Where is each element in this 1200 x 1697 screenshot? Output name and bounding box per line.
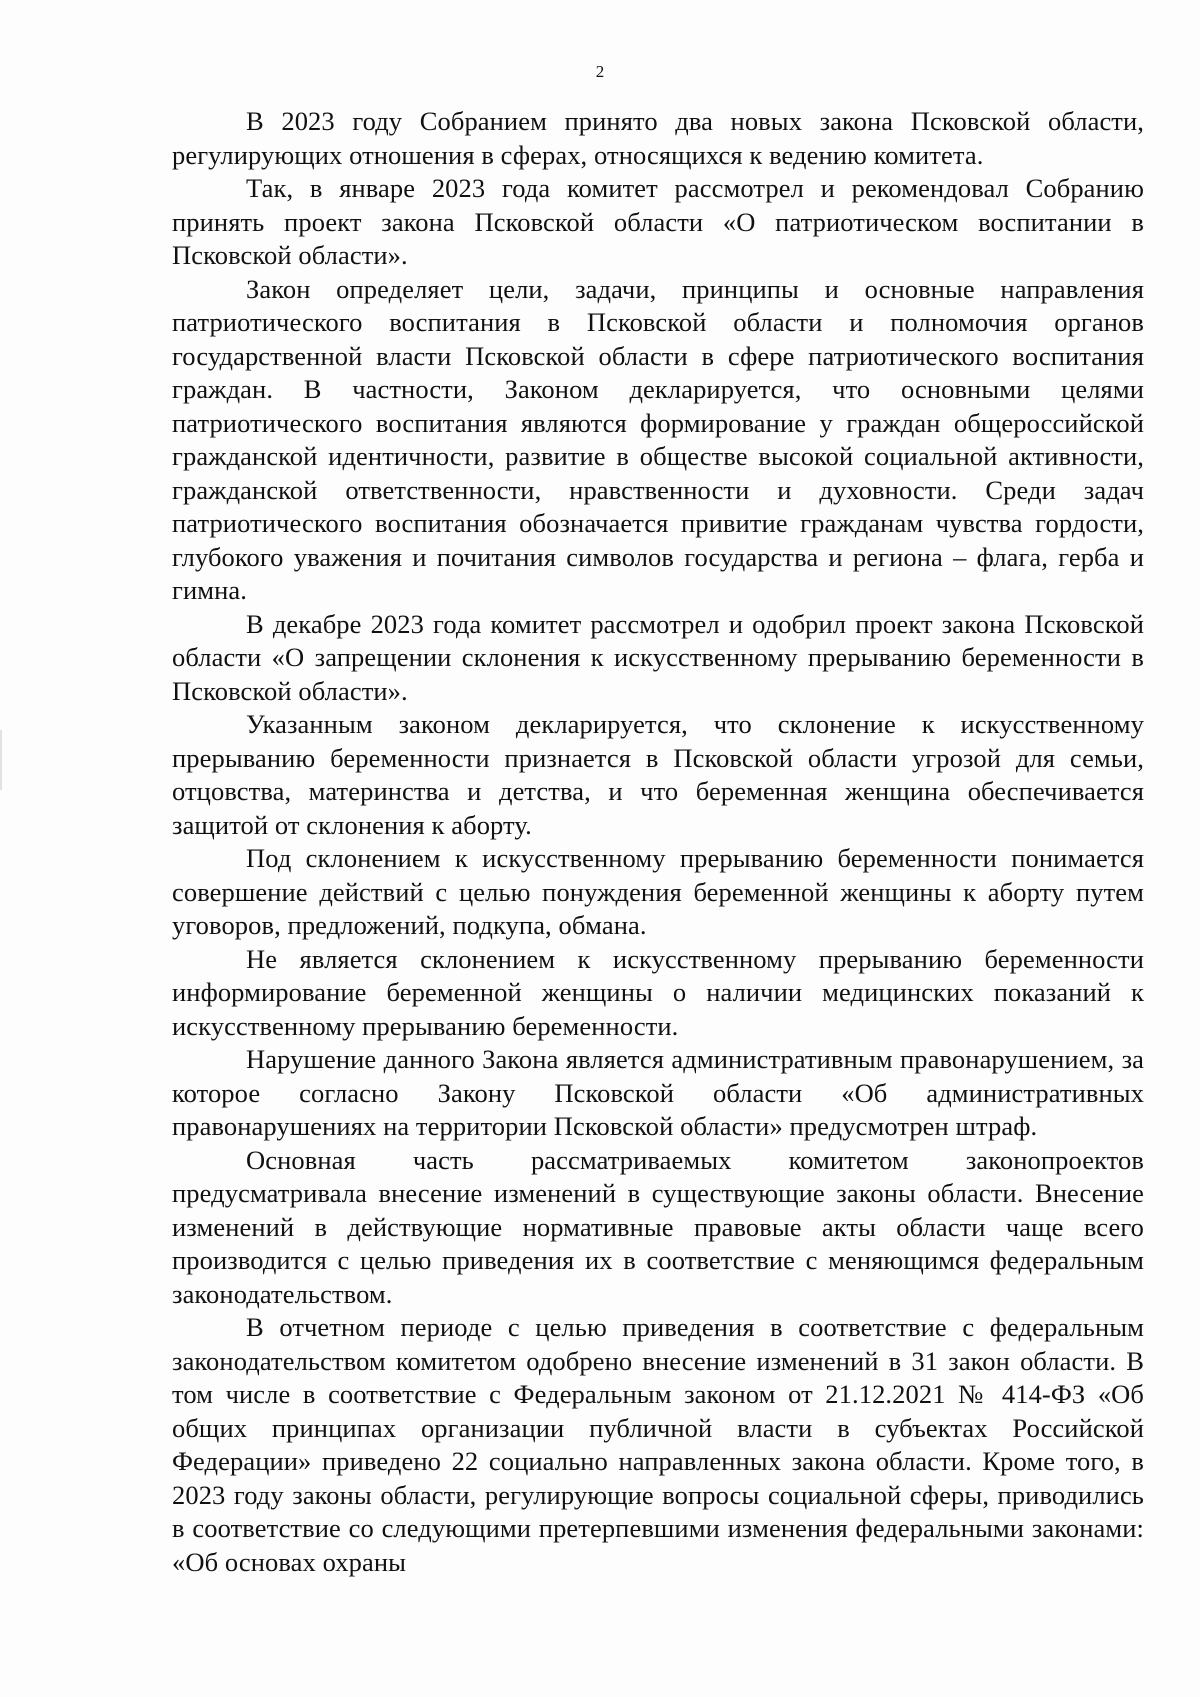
page-number: 2: [595, 62, 605, 81]
paragraph-inducement-definition: Под склонением к искусственному прерыванию беременности понимается совершение действий с целью понуждения беременной женщины к аборту путем уговоров, предложений, подкупа, обмана.: [172, 843, 1144, 940]
paragraph-patriotic-law-content: Закон определяет цели, задачи, принципы и основные направления патриотического воспитания в Псковской области и полномочия органов государственной власти Псковской области в сфере патриотического воспитания граждан. В частности, Законом декларируется, что основными целями патриотического воспитания являются формирование у граждан общероссийской гражданской идентичности, развитие в обществе высокой социальной активности, гражданской ответственности, нравственности и духовности. Среди задач патриотического воспитания обозначается привитие гражданам чувства гордости, глубокого уважения и почитания символов государства и региона – флага, герба и гимна.: [172, 273, 1144, 605]
paragraph-amendments-overview: Основная часть рассматриваемых комитетом законопроектов предусматривала внесение изменений в существующие законы области. Внесение изменений в действующие нормативные правовые акты области чаще всего производится с целью приведения их в соответствие с меняющимся федеральным законодательством.: [172, 1144, 1144, 1309]
paragraph-abortion-law-review: В декабре 2023 года комитет рассмотрел и одобрил проект закона Псковской области «О запрещении склонения к искусственному прерыванию беременности в Псковской области».: [172, 608, 1144, 706]
scan-edge-mark: [0, 730, 2, 790]
document-body: [172, 105, 1144, 1579]
paragraph-abortion-law-content: Указанным законом декларируется, что склонение к искусственному прерыванию беременности признается в Псковской области угрозой для семьи, отцовства, материнства и детства, и что беременная женщина обеспечивается защитой от склонения к аборту.: [172, 709, 1144, 840]
paragraph-federal-compliance: В отчетном периоде с целью приведения в соответствие с федеральным законодательством комитетом одобрено внесение изменений в 31 закон области. В том числе в соответствие с Федеральным законом от 21.12.2021 № 414-ФЗ «Об общих принципах организации публичной власти в субъектах Российской Федерации» приведено 22 социально направленных закона области. Кроме того, в 2023 году законы области, регулирующие вопросы социальной сферы, приводились в соответствие со следующими претерпевшими изменения федеральными законами: «Об основах охраны: [172, 1312, 1144, 1577]
paragraph-inducement-exception: Не является склонением к искусственному прерыванию беременности информирование беременной женщины о наличии медицинских показаний к искусственному прерыванию беременности.: [172, 943, 1144, 1041]
paragraph-violation-penalty: Нарушение данного Закона является административным правонарушением, за которое согласно Закону Псковской области «Об административных правонарушениях на территории Псковской области» предусмотрен штраф.: [172, 1044, 1144, 1141]
paragraph-patriotic-law-review: Так, в январе 2023 года комитет рассмотрел и рекомендовал Собранию принять проект закона Псковской области «О патриотическом воспитании в Псковской области».: [172, 173, 1144, 270]
paragraph-new-laws: В 2023 году Собранием принято два новых закона Псковской области, регулирующих отношения в сферах, относящихся к ведению комитета.: [172, 106, 1144, 170]
